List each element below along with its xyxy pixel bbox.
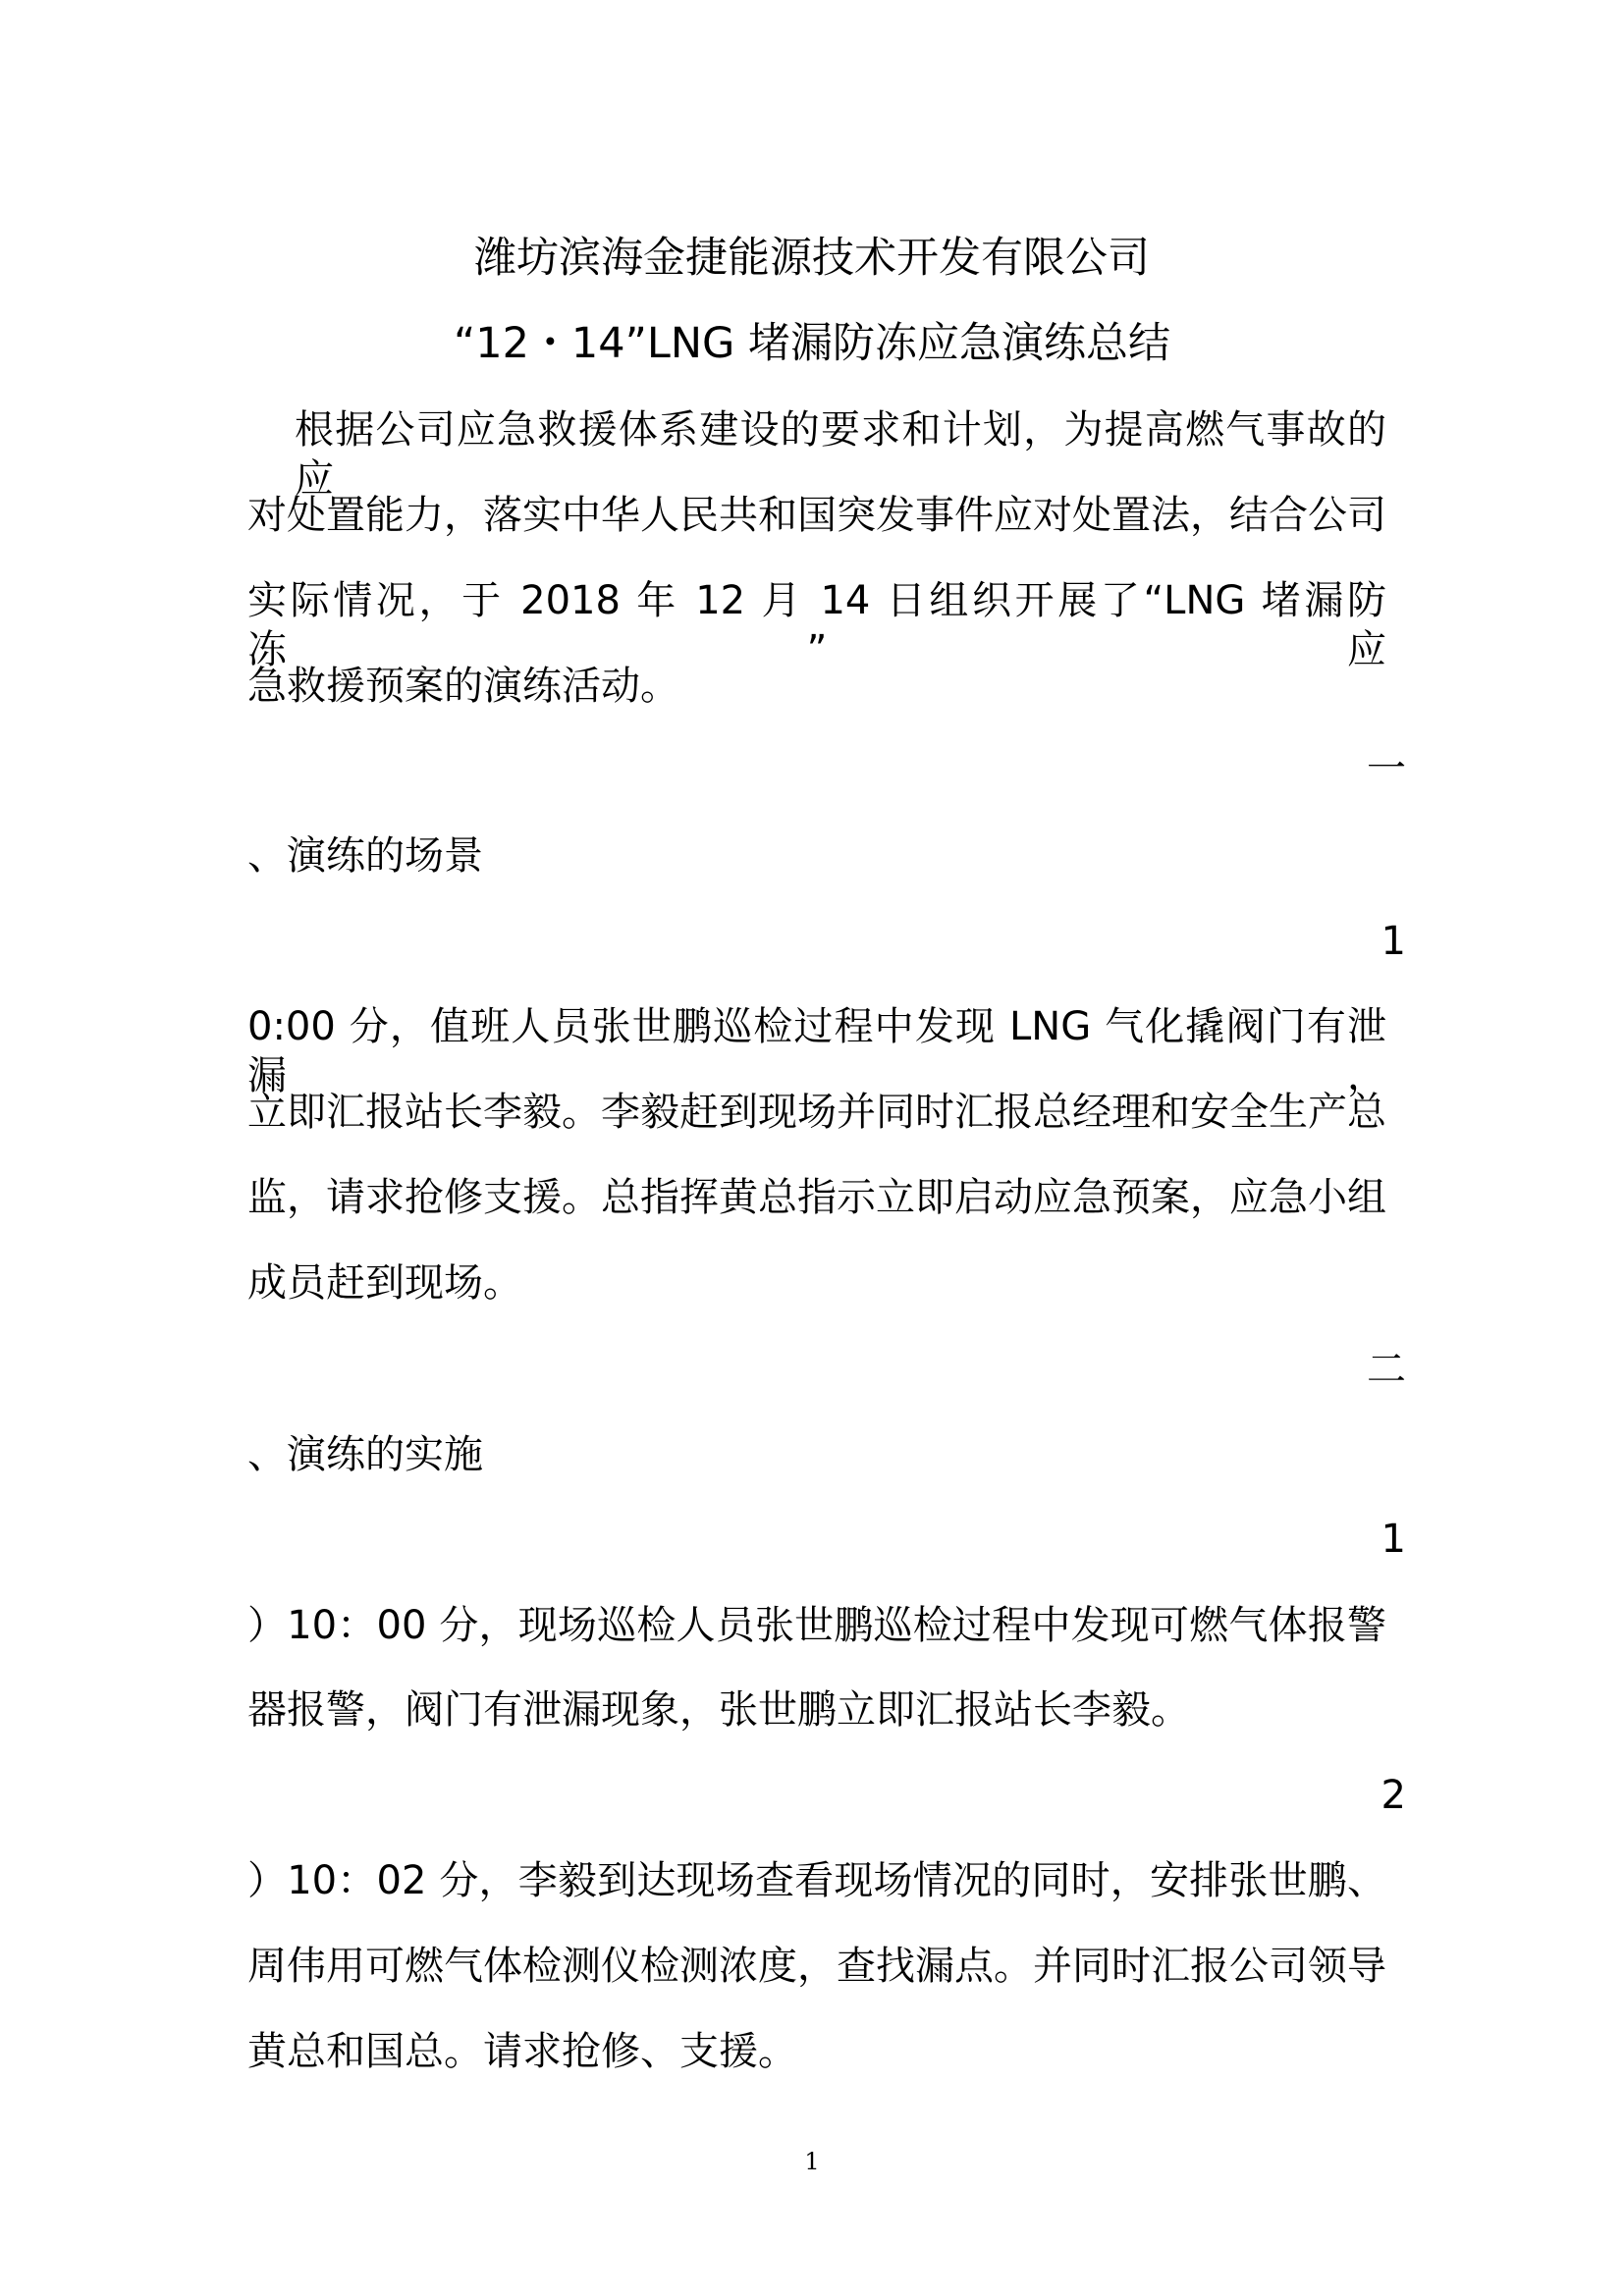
text-line: ）10：00 分，现场巡检人员张世鹏巡检过程中发现可燃气体报警	[247, 1603, 1386, 1648]
section-number: 一	[1367, 746, 1406, 791]
text-line: 监，请求抢修支援。总指挥黄总指示立即启动应急预案，应急小组	[247, 1175, 1386, 1220]
text-line: 黄总和国总。请求抢修、支援。	[247, 2029, 797, 2074]
text-line: 实际情况，于 2018 年 12 月 14 日组织开展了“LNG 堵漏防冻”应	[247, 578, 1386, 672]
text-line: 对处置能力，落实中华人民共和国突发事件应对处置法，结合公司	[247, 493, 1386, 538]
text-line: 成员赶到现场。	[247, 1260, 522, 1306]
section-heading: 、演练的实施	[247, 1432, 483, 1477]
text-line: 立即汇报站长李毅。李毅赶到现场并同时汇报总经理和安全生产总	[247, 1090, 1386, 1135]
text-line: 器报警，阀门有泄漏现象，张世鹏立即汇报站长李毅。	[247, 1687, 1190, 1733]
text-line: 0:00 分，值班人员张世鹏巡检过程中发现 LNG 气化撬阀门有泄漏，	[247, 1004, 1386, 1098]
section-number: 二	[1367, 1347, 1406, 1392]
item-number: 2	[1380, 1773, 1406, 1818]
report-title: “12・14”LNG 堵漏防冻应急演练总结	[453, 319, 1171, 368]
text-line: 周伟用可燃气体检测仪检测浓度，查找漏点。并同时汇报公司领导	[247, 1944, 1386, 1989]
company-name: 潍坊滨海金捷能源技术开发有限公司	[474, 234, 1150, 283]
text-line: 根据公司应急救援体系建设的要求和计划，为提高燃气事故的应	[295, 407, 1386, 502]
page-number: 1	[804, 2148, 820, 2175]
text-line: ）10：02 分，李毅到达现场查看现场情况的同时，安排张世鹏、	[247, 1858, 1386, 1903]
item-number: 1	[1380, 1517, 1406, 1562]
section-heading: 、演练的场景	[247, 833, 483, 879]
text-line: 急救援预案的演练活动。	[247, 664, 679, 709]
item-number: 1	[1380, 919, 1406, 964]
